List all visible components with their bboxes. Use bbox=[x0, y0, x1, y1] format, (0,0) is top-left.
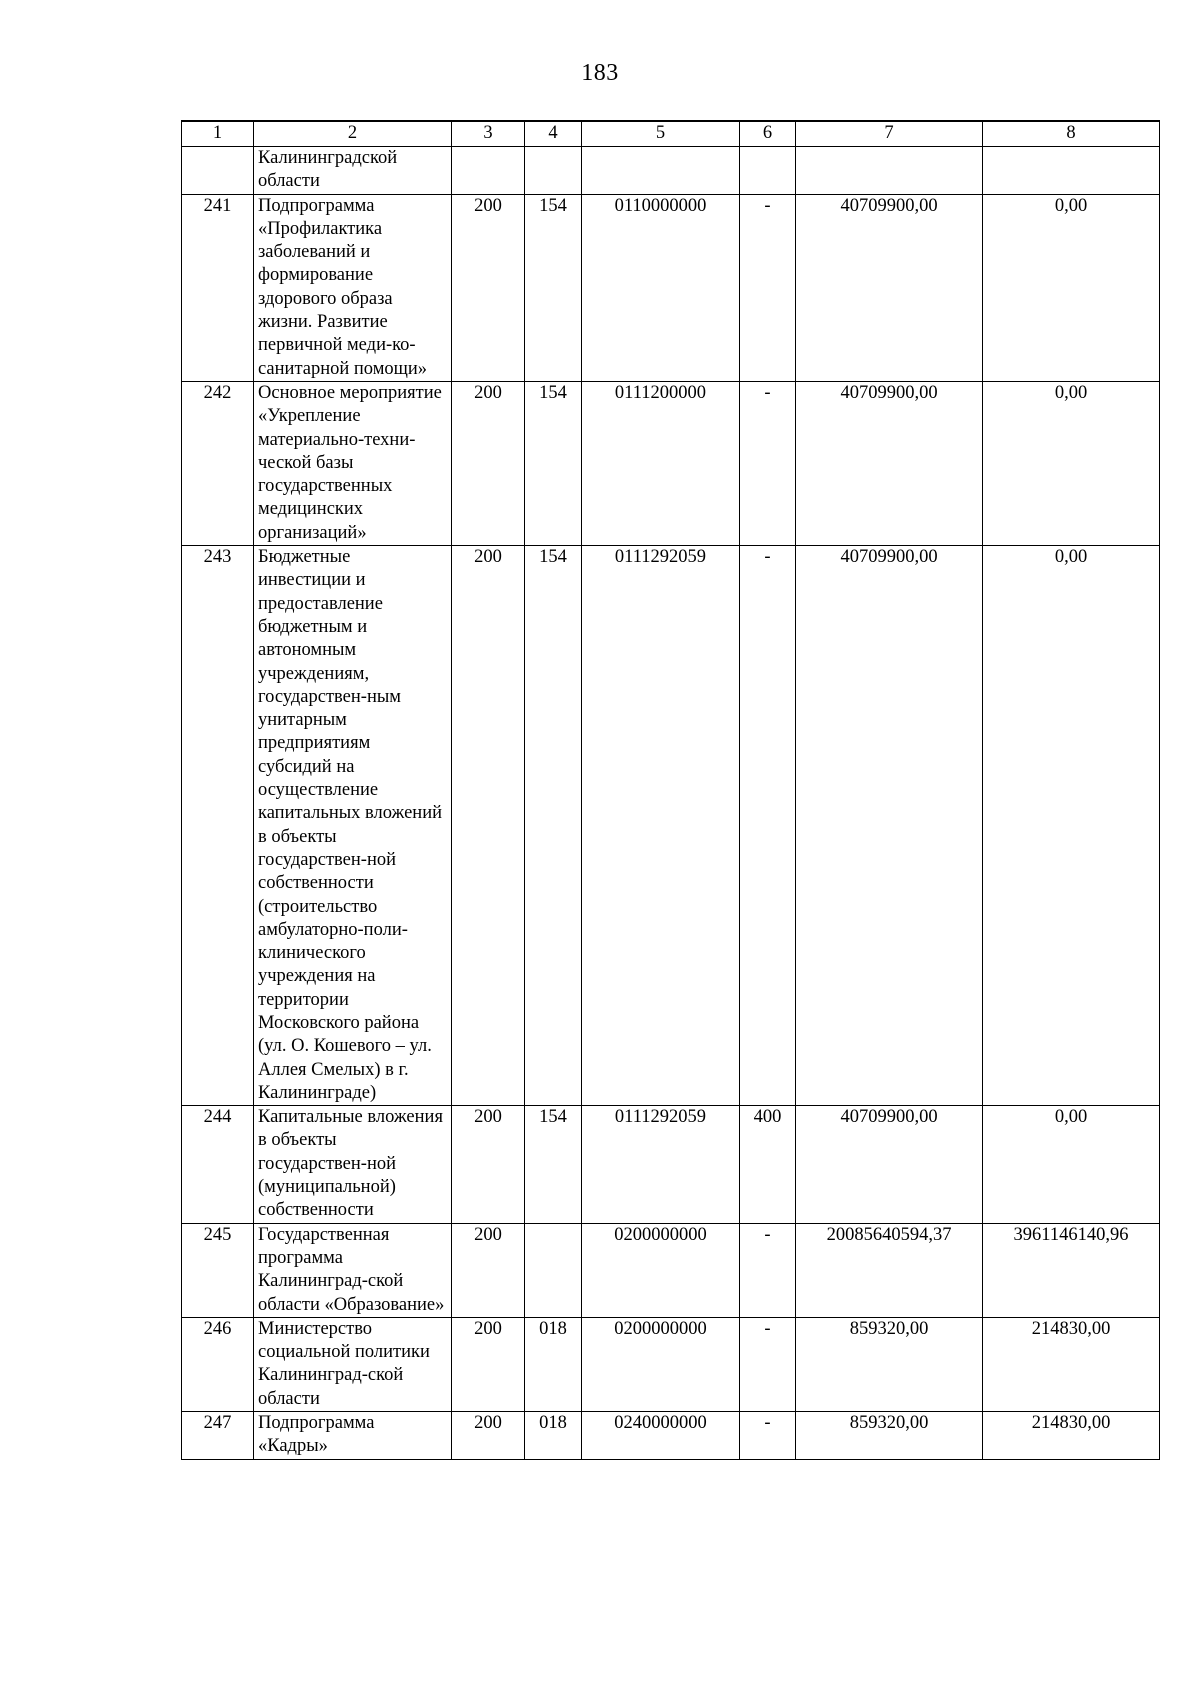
continuation-row bbox=[182, 147, 1160, 195]
cell-col4: 154 bbox=[525, 381, 582, 545]
cell-col6: - bbox=[740, 381, 796, 545]
cell-col8: 214830,00 bbox=[983, 1412, 1160, 1460]
cell-col6: - bbox=[740, 1223, 796, 1317]
cell-col8: 0,00 bbox=[983, 381, 1160, 545]
cell-col7: 859320,00 bbox=[796, 1412, 983, 1460]
cell-col5: 0110000000 bbox=[582, 194, 740, 381]
cell-col3: 200 bbox=[452, 1223, 525, 1317]
cell-name: Капитальные вложения в объекты государствен-ной (муниципальной) собственности bbox=[254, 1106, 452, 1223]
cell-col5: 0111292059 bbox=[582, 1106, 740, 1223]
cell-col3: 200 bbox=[452, 1412, 525, 1460]
budget-table bbox=[181, 120, 1160, 1460]
cell-col5: 0200000000 bbox=[582, 1223, 740, 1317]
header-cell: 1 bbox=[182, 121, 254, 147]
cell-col6: - bbox=[740, 546, 796, 1106]
header-row bbox=[182, 121, 1160, 147]
cell-num bbox=[182, 147, 254, 195]
cell-col4 bbox=[525, 147, 582, 195]
cell-col4 bbox=[525, 1223, 582, 1317]
cell-num: 245 bbox=[182, 1223, 254, 1317]
cell-name: Бюджетные инвестиции и предоставление бюджетным и автономным учреждениям, государствен-ным унитарным предприятиям субсидий на осуществление капитальных вложений в объекты государствен-ной собственности (строительство амбулаторно-поли-клинического учреждения на территории Московского района (ул. О. Кошевого – ул. Аллея Смелых) в г. Калининграде) bbox=[254, 546, 452, 1106]
cell-num: 246 bbox=[182, 1317, 254, 1411]
cell-col3: 200 bbox=[452, 194, 525, 381]
cell-col5: 0111200000 bbox=[582, 381, 740, 545]
cell-name: Основное мероприятие «Укрепление материально-техни-ческой базы государственных медицинских организаций» bbox=[254, 381, 452, 545]
cell-col6 bbox=[740, 147, 796, 195]
header-cell: 8 bbox=[983, 121, 1160, 147]
table-row bbox=[182, 546, 1160, 1106]
cell-col7: 40709900,00 bbox=[796, 546, 983, 1106]
table-row bbox=[182, 1317, 1160, 1411]
cell-col6: - bbox=[740, 194, 796, 381]
cell-col4: 154 bbox=[525, 546, 582, 1106]
cell-col7: 40709900,00 bbox=[796, 1106, 983, 1223]
table-row bbox=[182, 1106, 1160, 1223]
cell-col8: 0,00 bbox=[983, 194, 1160, 381]
cell-num: 242 bbox=[182, 381, 254, 545]
cell-col8: 214830,00 bbox=[983, 1317, 1160, 1411]
table-row bbox=[182, 1412, 1160, 1460]
cell-col3: 200 bbox=[452, 381, 525, 545]
cell-col8: 0,00 bbox=[983, 546, 1160, 1106]
cell-col3: 200 bbox=[452, 1106, 525, 1223]
cell-col7: 859320,00 bbox=[796, 1317, 983, 1411]
cell-num: 244 bbox=[182, 1106, 254, 1223]
header-cell: 6 bbox=[740, 121, 796, 147]
table-row bbox=[182, 381, 1160, 545]
header-cell: 3 bbox=[452, 121, 525, 147]
header-cell: 7 bbox=[796, 121, 983, 147]
cell-col8: 3961146140,96 bbox=[983, 1223, 1160, 1317]
cell-name: Подпрограмма «Профилактика заболеваний и формирование здорового образа жизни. Развитие первичной меди-ко-санитарной помощи» bbox=[254, 194, 452, 381]
header-cell: 4 bbox=[525, 121, 582, 147]
cell-num: 241 bbox=[182, 194, 254, 381]
cell-col3: 200 bbox=[452, 546, 525, 1106]
header-cell: 2 bbox=[254, 121, 452, 147]
cell-col5: 0111292059 bbox=[582, 546, 740, 1106]
cell-col6: - bbox=[740, 1412, 796, 1460]
table-row bbox=[182, 194, 1160, 381]
cell-num: 247 bbox=[182, 1412, 254, 1460]
cell-col3: 200 bbox=[452, 1317, 525, 1411]
cell-col5 bbox=[582, 147, 740, 195]
cell-col6: 400 bbox=[740, 1106, 796, 1223]
cell-col7: 40709900,00 bbox=[796, 381, 983, 545]
cell-col5: 0200000000 bbox=[582, 1317, 740, 1411]
cell-name: Подпрограмма «Кадры» bbox=[254, 1412, 452, 1460]
cell-name: Государственная программа Калининград-ской области «Образование» bbox=[254, 1223, 452, 1317]
table-row bbox=[182, 1223, 1160, 1317]
cell-name: Калининградской области bbox=[254, 147, 452, 195]
cell-col8: 0,00 bbox=[983, 1106, 1160, 1223]
page-number: 183 bbox=[581, 60, 619, 86]
cell-col3 bbox=[452, 147, 525, 195]
cell-col7: 20085640594,37 bbox=[796, 1223, 983, 1317]
cell-num: 243 bbox=[182, 546, 254, 1106]
cell-name: Министерство социальной политики Калининград-ской области bbox=[254, 1317, 452, 1411]
cell-col4: 154 bbox=[525, 194, 582, 381]
cell-col4: 154 bbox=[525, 1106, 582, 1223]
cell-col4: 018 bbox=[525, 1317, 582, 1411]
header-cell: 5 bbox=[582, 121, 740, 147]
cell-col6: - bbox=[740, 1317, 796, 1411]
cell-col5: 0240000000 bbox=[582, 1412, 740, 1460]
cell-col4: 018 bbox=[525, 1412, 582, 1460]
cell-col7 bbox=[796, 147, 983, 195]
cell-col8 bbox=[983, 147, 1160, 195]
cell-col7: 40709900,00 bbox=[796, 194, 983, 381]
